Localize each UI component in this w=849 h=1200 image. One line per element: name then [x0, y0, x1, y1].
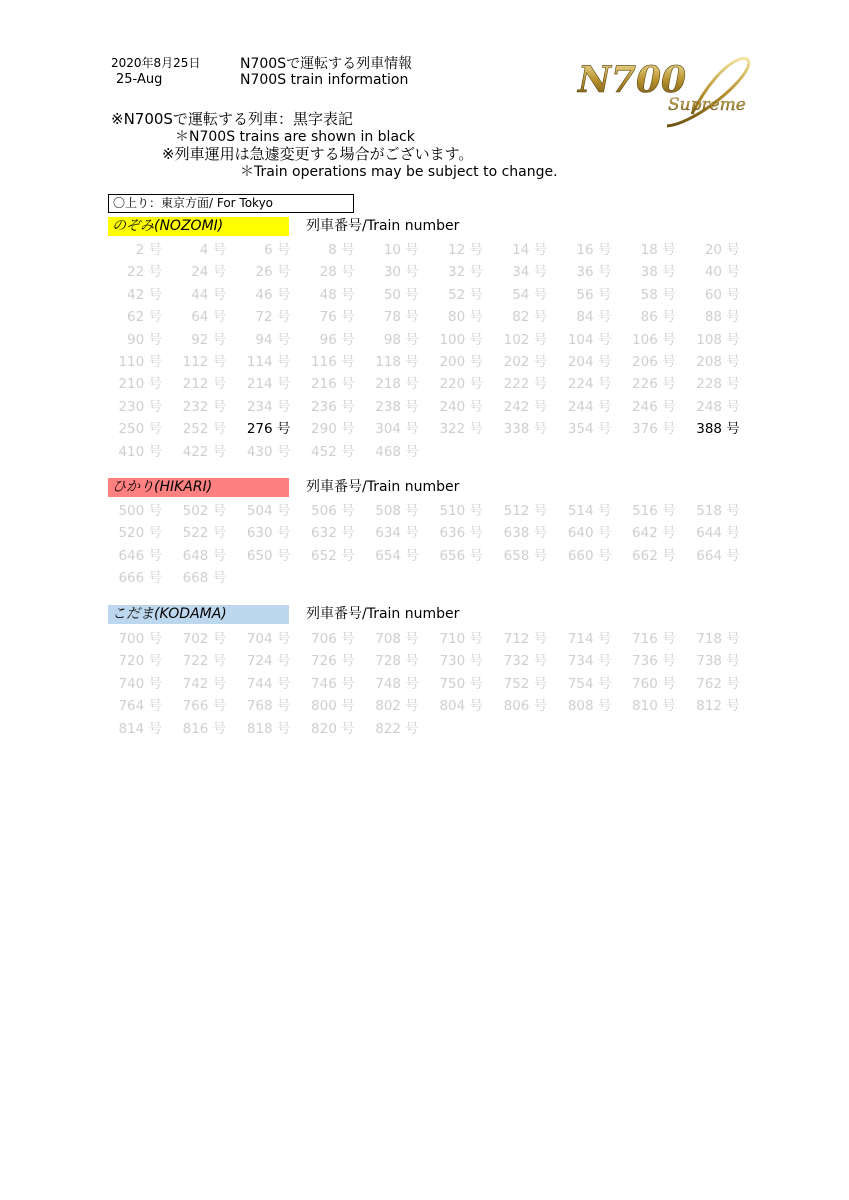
- train-number-cell: 724 号: [246, 653, 291, 670]
- train-number-cell: 712 号: [503, 631, 548, 647]
- train-number-cell: 212 号: [182, 376, 227, 393]
- train-number-cell: 808 号: [567, 698, 612, 715]
- train-row: [108, 628, 748, 650]
- train-number-cell: 500 号: [118, 503, 162, 519]
- train-number-cell: 202 号: [503, 353, 548, 370]
- train-number-label: 列車番号/Train number: [306, 606, 460, 622]
- train-row: [108, 306, 748, 328]
- train-number-cell: 452 号: [311, 443, 355, 460]
- train-number-cell: 6 号: [264, 242, 291, 258]
- train-number-cell: 800 号: [311, 698, 355, 715]
- logo-text-sub: Supreme: [668, 95, 746, 115]
- train-number-cell: 766 号: [182, 698, 227, 715]
- train-number-cell: 518 号: [696, 503, 740, 519]
- train-number-cell: 242 号: [503, 398, 548, 415]
- train-number-cell: 82 号: [512, 309, 548, 326]
- page-title-english: N700S train information: [240, 72, 409, 88]
- train-number-cell: 84 号: [576, 309, 612, 326]
- train-number-cell: 26 号: [255, 264, 291, 281]
- train-number-cell: 64 号: [191, 309, 227, 326]
- train-number-cell: 230 号: [118, 398, 162, 415]
- train-number-cell: 200 号: [439, 353, 483, 370]
- train-number-cell: 652 号: [311, 547, 355, 564]
- direction-label: 〇上り：東京方面/ For Tokyo: [108, 194, 354, 213]
- train-number-cell: 276 号: [246, 421, 291, 438]
- train-number-cell: 714 号: [567, 631, 612, 647]
- train-number-cell: 700 号: [118, 631, 162, 647]
- train-number-cell: 744 号: [246, 675, 291, 692]
- train-number-cell: 662 号: [632, 547, 676, 564]
- train-row: [108, 261, 748, 283]
- train-number-label: 列車番号/Train number: [306, 218, 460, 234]
- train-number-cell: 290 号: [311, 421, 355, 438]
- service-label-kodama: こだま(KODAMA): [108, 605, 289, 624]
- train-number-cell: 646 号: [118, 547, 162, 564]
- train-number-cell: 104 号: [567, 331, 612, 348]
- train-row: [108, 418, 748, 440]
- train-number-cell: 802 号: [375, 698, 419, 715]
- train-number-cell: 760 号: [632, 675, 676, 692]
- train-number-cell: 228 号: [696, 376, 740, 393]
- train-number-cell: 468 号: [375, 443, 419, 460]
- train-number-cell: 10 号: [383, 242, 419, 258]
- train-number-cell: 224 号: [567, 376, 612, 393]
- train-number-cell: 14 号: [512, 242, 548, 258]
- train-number-cell: 244 号: [567, 398, 612, 415]
- train-number-cell: 768 号: [246, 698, 291, 715]
- train-number-cell: 410 号: [118, 443, 162, 460]
- train-number-cell: 660 号: [567, 547, 612, 564]
- train-number-cell: 810 号: [632, 698, 676, 715]
- train-number-cell: 750 号: [439, 675, 483, 692]
- train-number-cell: 60 号: [704, 286, 740, 303]
- train-number-cell: 238 号: [375, 398, 419, 415]
- train-number-cell: 96 号: [319, 331, 355, 348]
- train-number-cell: 222 号: [503, 376, 548, 393]
- train-number-cell: 822 号: [375, 720, 419, 737]
- train-number-cell: 206 号: [632, 353, 676, 370]
- train-number-cell: 106 号: [632, 331, 676, 348]
- page-title-japanese: N700Sで運転する列車情報: [240, 56, 413, 72]
- train-number-cell: 216 号: [311, 376, 355, 393]
- service-label-nozomi: のぞみ(NOZOMI): [108, 217, 289, 236]
- train-number-cell: 8 号: [328, 242, 355, 258]
- train-number-cell: 804 号: [439, 698, 483, 715]
- train-number-cell: 388 号: [696, 421, 740, 438]
- train-number-cell: 54 号: [512, 286, 548, 303]
- train-number-cell: 354 号: [567, 421, 612, 438]
- train-number-cell: 740 号: [118, 675, 162, 692]
- train-number-cell: 732 号: [503, 653, 548, 670]
- train-row: [108, 500, 748, 522]
- train-number-cell: 78 号: [383, 309, 419, 326]
- train-row: [108, 695, 748, 717]
- train-number-cell: 98 号: [383, 331, 419, 348]
- train-row: [108, 567, 748, 589]
- train-number-cell: 632 号: [311, 525, 355, 542]
- train-number-cell: 30 号: [383, 264, 419, 281]
- train-number-cell: 22 号: [127, 264, 162, 281]
- train-number-cell: 2 号: [135, 242, 162, 258]
- note-black-text-en: ＊N700S trains are shown in black: [175, 129, 415, 145]
- train-row: [108, 284, 748, 306]
- train-number-cell: 630 号: [246, 525, 291, 542]
- train-number-cell: 376 号: [632, 421, 676, 438]
- train-number-cell: 816 号: [182, 720, 227, 737]
- train-number-cell: 514 号: [567, 503, 612, 519]
- train-number-cell: 746 号: [311, 675, 355, 692]
- train-number-cell: 748 号: [375, 675, 419, 692]
- train-number-cell: 644 号: [696, 525, 740, 542]
- train-number-cell: 110 号: [118, 353, 162, 370]
- train-number-cell: 512 号: [503, 503, 548, 519]
- train-number-cell: 728 号: [375, 653, 419, 670]
- train-number-cell: 338 号: [503, 421, 548, 438]
- train-number-cell: 516 号: [632, 503, 676, 519]
- train-number-cell: 706 号: [311, 631, 355, 647]
- train-number-cell: 114 号: [246, 353, 291, 370]
- train-number-cell: 506 号: [311, 503, 355, 519]
- n700s-supreme-logo: [572, 44, 756, 136]
- train-number-cell: 220 号: [439, 376, 483, 393]
- train-number-cell: 204 号: [567, 353, 612, 370]
- train-number-cell: 12 号: [448, 242, 483, 258]
- note-change-en: ＊Train operations may be subject to change.: [240, 164, 558, 180]
- train-number-cell: 226 号: [632, 376, 676, 393]
- train-number-cell: 210 号: [118, 376, 162, 393]
- train-number-cell: 52 号: [448, 286, 483, 303]
- train-number-cell: 94 号: [255, 331, 291, 348]
- train-number-cell: 642 号: [632, 525, 676, 542]
- train-number-cell: 720 号: [118, 653, 162, 670]
- train-number-cell: 252 号: [182, 421, 227, 438]
- train-number-cell: 734 号: [567, 653, 612, 670]
- train-number-cell: 634 号: [375, 525, 419, 542]
- train-row: [108, 373, 748, 395]
- train-number-cell: 18 号: [640, 242, 676, 258]
- train-row: [108, 239, 748, 261]
- train-number-cell: 508 号: [375, 503, 419, 519]
- train-number-cell: 40 号: [704, 264, 740, 281]
- train-number-cell: 48 号: [319, 286, 355, 303]
- train-number-cell: 56 号: [576, 286, 612, 303]
- train-number-cell: 504 号: [246, 503, 291, 519]
- train-number-cell: 658 号: [503, 547, 548, 564]
- train-number-cell: 80 号: [448, 309, 483, 326]
- train-number-cell: 62 号: [127, 309, 162, 326]
- train-row: [108, 673, 748, 695]
- train-row: [108, 329, 748, 351]
- train-row: [108, 522, 748, 544]
- train-number-cell: 88 号: [704, 309, 740, 326]
- train-number-label: 列車番号/Train number: [306, 479, 460, 495]
- train-number-cell: 250 号: [118, 421, 162, 438]
- date-japanese: 2020年8月25日: [111, 56, 201, 70]
- train-row: [108, 650, 748, 672]
- train-number-cell: 726 号: [311, 653, 355, 670]
- train-number-cell: 46 号: [255, 286, 291, 303]
- train-number-cell: 656 号: [439, 547, 483, 564]
- train-number-cell: 112 号: [182, 353, 227, 370]
- note-black-text-jp: ※N700Sで運転する列車：黒字表記: [111, 110, 353, 128]
- train-number-cell: 118 号: [375, 353, 419, 370]
- train-number-cell: 236 号: [311, 398, 355, 415]
- train-number-cell: 638 号: [503, 525, 548, 542]
- train-number-cell: 806 号: [503, 698, 548, 715]
- train-number-cell: 90 号: [127, 331, 162, 348]
- train-number-cell: 322 号: [439, 421, 483, 438]
- train-number-cell: 736 号: [632, 653, 676, 670]
- train-number-cell: 16 号: [576, 242, 612, 258]
- train-number-cell: 718 号: [696, 631, 740, 647]
- train-number-cell: 234 号: [246, 398, 291, 415]
- train-number-cell: 640 号: [567, 525, 612, 542]
- train-number-cell: 76 号: [319, 309, 355, 326]
- train-grid-nozomi: [108, 239, 748, 463]
- train-row: [108, 441, 748, 463]
- train-number-cell: 704 号: [246, 631, 291, 647]
- train-number-cell: 100 号: [439, 331, 483, 348]
- train-number-cell: 502 号: [182, 503, 227, 519]
- train-number-cell: 50 号: [383, 286, 419, 303]
- train-number-cell: 218 号: [375, 376, 419, 393]
- logo-text-main: N700: [578, 59, 687, 101]
- train-number-cell: 702 号: [182, 631, 227, 647]
- train-number-cell: 102 号: [503, 331, 548, 348]
- train-row: [108, 545, 748, 567]
- train-number-cell: 422 号: [182, 443, 227, 460]
- train-number-cell: 636 号: [439, 525, 483, 542]
- train-row: [108, 396, 748, 418]
- train-number-cell: 246 号: [632, 398, 676, 415]
- date-english: 25-Aug: [116, 72, 163, 87]
- train-row: [108, 718, 748, 740]
- train-number-cell: 510 号: [439, 503, 483, 519]
- train-number-cell: 664 号: [696, 547, 740, 564]
- train-number-cell: 742 号: [182, 675, 227, 692]
- train-number-cell: 86 号: [640, 309, 676, 326]
- train-grid-hikari: [108, 500, 748, 590]
- train-number-cell: 668 号: [182, 570, 227, 587]
- train-number-cell: 28 号: [319, 264, 355, 281]
- train-number-cell: 32 号: [448, 264, 483, 281]
- train-number-cell: 214 号: [246, 376, 291, 393]
- train-number-cell: 304 号: [375, 421, 419, 438]
- train-number-cell: 44 号: [191, 286, 227, 303]
- train-number-cell: 820 号: [311, 720, 355, 737]
- train-number-cell: 752 号: [503, 675, 548, 692]
- train-number-cell: 208 号: [696, 353, 740, 370]
- train-number-cell: 38 号: [640, 264, 676, 281]
- train-number-cell: 248 号: [696, 398, 740, 415]
- train-number-cell: 20 号: [704, 242, 740, 258]
- train-number-cell: 108 号: [696, 331, 740, 348]
- train-number-cell: 430 号: [246, 443, 291, 460]
- note-change-jp: ※列車運用は急遽変更する場合がございます。: [162, 145, 474, 163]
- train-number-cell: 762 号: [696, 675, 740, 692]
- train-number-cell: 520 号: [118, 525, 162, 542]
- train-number-cell: 232 号: [182, 398, 227, 415]
- train-number-cell: 4 号: [199, 242, 227, 258]
- train-number-cell: 764 号: [118, 698, 162, 715]
- service-label-hikari: ひかり(HIKARI): [108, 478, 289, 497]
- train-number-cell: 754 号: [567, 675, 612, 692]
- train-number-cell: 708 号: [375, 631, 419, 647]
- train-number-cell: 240 号: [439, 398, 483, 415]
- train-number-cell: 730 号: [439, 653, 483, 670]
- train-number-cell: 24 号: [191, 264, 227, 281]
- train-number-cell: 522 号: [182, 525, 227, 542]
- train-number-cell: 722 号: [182, 653, 227, 670]
- train-number-cell: 812 号: [696, 698, 740, 715]
- train-number-cell: 650 号: [246, 547, 291, 564]
- train-number-cell: 818 号: [246, 720, 291, 737]
- train-number-cell: 716 号: [632, 631, 676, 647]
- train-number-cell: 814 号: [118, 720, 162, 737]
- train-number-cell: 654 号: [375, 547, 419, 564]
- train-number-cell: 58 号: [640, 286, 676, 303]
- train-number-cell: 710 号: [439, 631, 483, 647]
- train-row: [108, 351, 748, 373]
- train-number-cell: 72 号: [255, 309, 291, 326]
- train-number-cell: 116 号: [311, 353, 355, 370]
- train-number-cell: 42 号: [127, 286, 162, 303]
- train-grid-kodama: [108, 628, 748, 740]
- train-number-cell: 36 号: [576, 264, 612, 281]
- train-number-cell: 648 号: [182, 547, 227, 564]
- train-number-cell: 738 号: [696, 653, 740, 670]
- train-number-cell: 34 号: [512, 264, 548, 281]
- train-number-cell: 92 号: [191, 331, 227, 348]
- train-number-cell: 666 号: [118, 570, 162, 587]
